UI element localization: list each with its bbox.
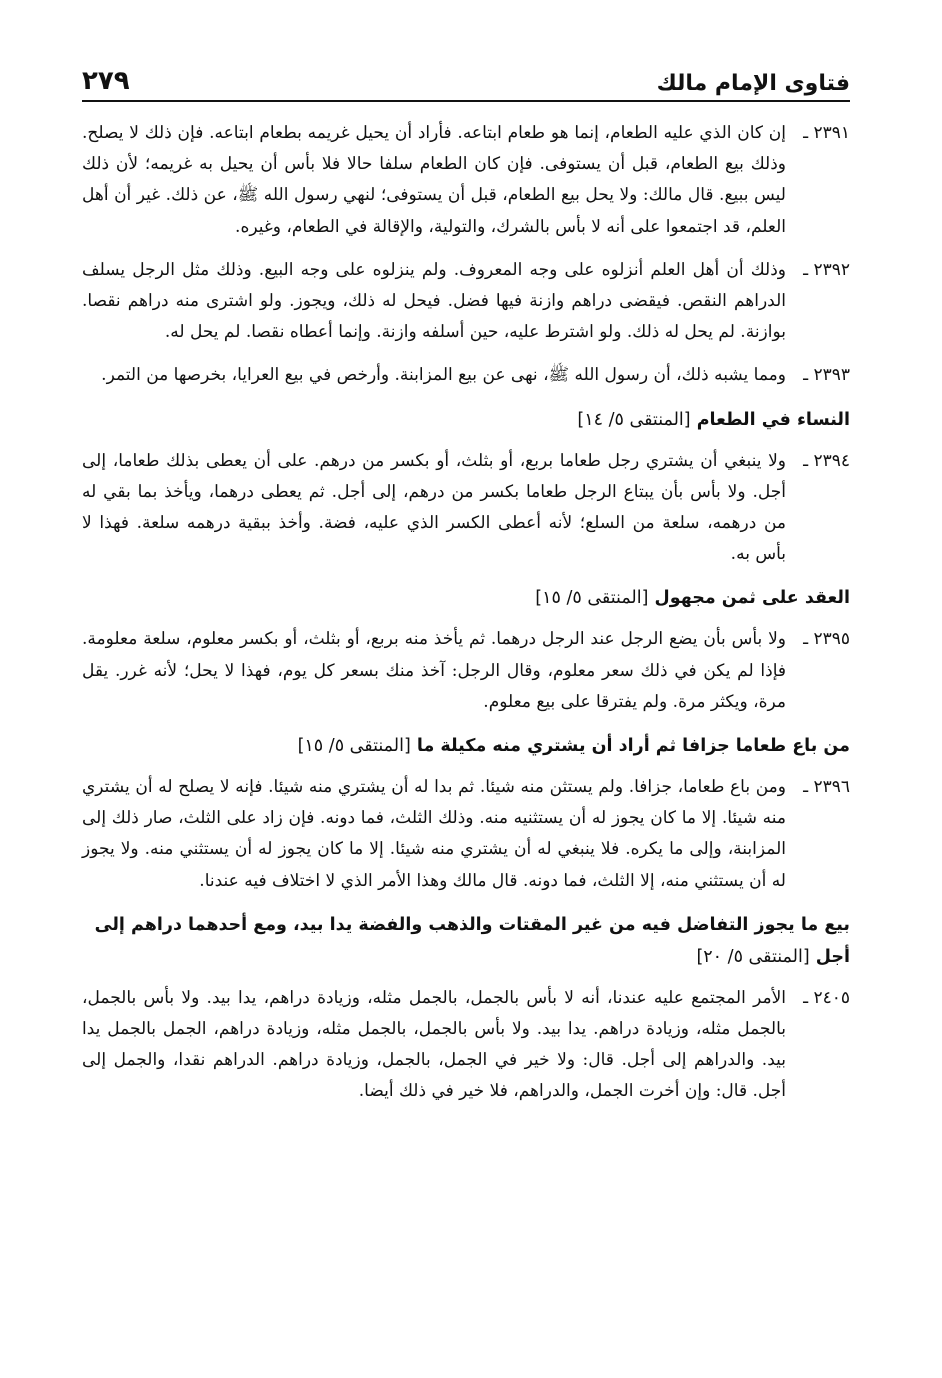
section-title: النساء في الطعام	[696, 409, 850, 430]
page-body	[82, 118, 850, 1120]
entry-text: الأمر المجتمع عليه عندنا، أنه لا بأس بالجمل، بالجمل مثله، وزيادة دراهم، يدا بيد. ولا بأس بالجمل، بالجمل مثله، وزيادة دراهم. يدا بيد. ولا بأس بالجمل، بالجمل مثله، وزيادة دراهم، الجمل بالجمل يدا بيد. والدراهم إلى أجل. قال: ولا خير في الجمل، بالجمل، وزيادة دراهم. الدراهم نقدا، والجمل إلى أجل. قال: وإن أخرت الجمل، والدراهم، فلا خير في ذلك أيضا.	[82, 987, 786, 1102]
section-reference: [المنتقى ٥/ ١٥]	[535, 588, 649, 609]
entry-number: ٢٣٩٣ ـ	[803, 365, 850, 386]
section-heading	[82, 582, 850, 614]
entry-text: ولا ينبغي أن يشتري رجل طعاما بربع، أو بثلث، أو بكسر من درهم. على أن يعطى بذلك طعاما، إلى أجل. ولا بأس بأن يبتاع الرجل طعاما بكسر من درهم، إلى أجل. ثم يعطى درهما، ويأخذ بما بقي له من درهمه، سلعة من السلع؛ لأنه أعطى الكسر الذي عليه، فضة. وأخذ ببقية درهمه سلعة. فهذا لا بأس به.	[82, 450, 786, 565]
entry-2391	[82, 118, 850, 243]
page-header	[82, 52, 850, 102]
entry-number: ٢٣٩٤ ـ	[803, 450, 850, 471]
section-heading	[82, 404, 850, 436]
entry-number: ٢٣٩١ ـ	[803, 123, 850, 143]
section-heading	[82, 730, 850, 762]
entry-text: إن كان الذي عليه الطعام، إنما هو طعام ابتاعه. فأراد أن يحيل غريمه بطعام ابتاعه. فإن ذلك لا يصلح. وذلك بيع الطعام، قبل أن يستوفى. فإن كان الطعام سلفا حالا فلا بأس أن يحيل به غريمه؛ لأن ذلك ليس ببيع. قال مالك: ولا يحل بيع الطعام، قبل أن يستوفى؛ لنهي رسول الله ﷺ، عن ذلك. غير أن أهل العلم، قد اجتمعوا على أنه لا بأس بالشرك، والتولية، والإقالة في الطعام، وغيره.	[82, 123, 786, 237]
entry-text: ومن باع طعاما، جزافا. ولم يستثن منه شيئا. ثم بدا له أن يشتري منه شيئا. فإنه لا يصلح له أن يشتري منه شيئا. إلا ما كان يجوز له أن يستثنيه منه. وذلك الثلث، فما دونه. فإن زاد على الثلث، صار ذلك إلى المزابنة، وإلى ما يكره. فلا ينبغي له أن يشتري منه شيئا. إلا ما كان يجوز له أن يستثني منه. ولا يجوز له أن يستثني منه، إلا الثلث، فما دونه. قال مالك وهذا الأمر الذي لا اختلاف فيه عندنا.	[82, 777, 787, 891]
section-title: بيع ما يجوز التفاضل فيه من غير المقتات والذهب والفضة يدا بيد، ومع أحدهما دراهم إلى أجل	[94, 914, 850, 967]
entry-number: ٢٤٠٥ ـ	[803, 987, 850, 1008]
entry-number: ٢٣٩٢ ـ	[803, 259, 850, 280]
entry-text: ومما يشبه ذلك، أن رسول الله ﷺ، نهى عن بيع المزابنة. وأرخص في بيع العرايا، بخرصها من التمر.	[101, 365, 786, 386]
section-title: العقد على ثمن مجهول	[654, 588, 850, 609]
entry-2395	[82, 624, 850, 718]
running-title: فتاوى الإمام مالك	[656, 71, 850, 96]
entry-2394	[82, 446, 850, 571]
entry-text: ولا بأس بأن يضع الرجل عند الرجل درهما. ثم يأخذ منه بربع، أو بثلث، أو بكسر معلوم، سلعة معلومة. فإذا لم يكن في ذلك سعر معلوم، وقال الرجل: آخذ منك بسعر كل يوم، فهذا لا يحل؛ لأنه غرر. يقل مرة، ويكثر مرة. ولم يفترقا على بيع معلوم.	[82, 629, 786, 712]
section-reference: [المنتقى ٥/ ٢٠]	[696, 946, 810, 967]
entry-number: ٢٣٩٦ ـ	[803, 777, 850, 798]
page-number: ٢٧٩	[82, 66, 130, 96]
section-heading	[82, 909, 850, 973]
section-reference: [المنتقى ٥/ ١٤]	[577, 409, 691, 430]
entry-2396	[82, 772, 850, 897]
entry-text: وذلك أن أهل العلم أنزلوه على وجه المعروف. ولم ينزلوه على وجه البيع. وذلك مثل الرجل يسلف الدراهم النقص. فيقضى دراهم وازنة فيها فضل. فيحل له ذلك، ويجوز. ولو اشترى منه دراهم نقصا. بوازنة. لم يحل له ذلك. ولو اشترط عليه، حين أسلفه وازنة. وإنما أعطاه نقصا. لم يحل له.	[82, 259, 786, 343]
entry-2392	[82, 255, 850, 349]
section-reference: [المنتقى ٥/ ١٥]	[297, 736, 411, 757]
section-title: من باع طعاما جزافا ثم أراد أن يشتري منه مكيلة ما	[416, 736, 850, 757]
entry-2393	[82, 360, 850, 391]
entry-2405	[82, 983, 850, 1108]
entry-number: ٢٣٩٥ ـ	[803, 629, 850, 650]
